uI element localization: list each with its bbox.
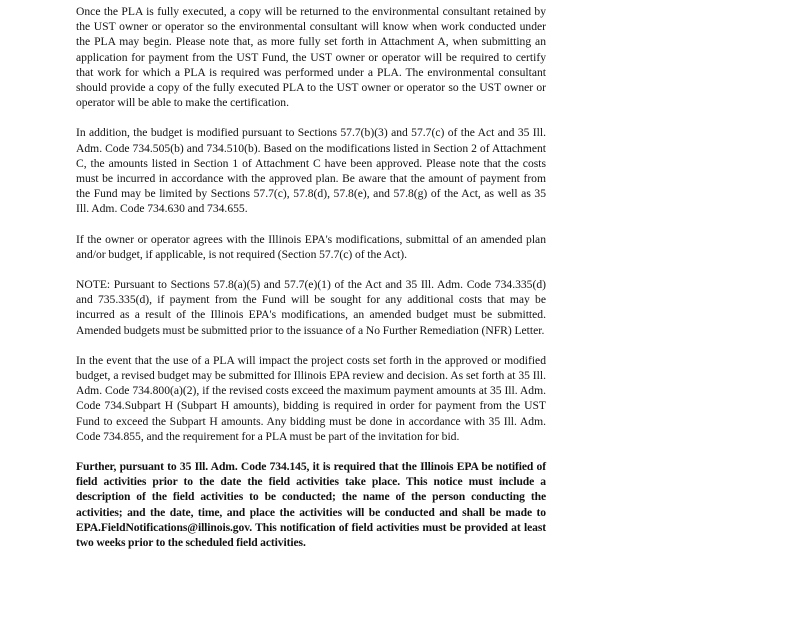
document-body: [76, 4, 546, 565]
paragraph-note: NOTE: Pursuant to Sections 57.8(a)(5) and 57.7(e)(1) of the Act and 35 Ill. Adm. Code 734.335(d) and 735.335(d), if payment from the Fund will be sought for any additional costs that may be incurred as a result of the Illinois EPA's modifications, an amended budget must be submitted. Amended budgets must be submitted prior to the issuance of a No Further Remediation (NFR) Letter.: [76, 278, 546, 337]
paragraph-revised-budget: In the event that the use of a PLA will impact the project costs set forth in the approved or modified budget, a revised budget may be submitted for Illinois EPA review and decision. As set forth at 35 Ill. Adm. Code 734.800(a)(2), if the revised costs exceed the maximum payment amounts at 35 Ill. Adm. Code 734.Subpart H (Subpart H amounts), bidding is required in order for payment from the UST Fund to exceed the Subpart H amounts. Any bidding must be done in accordance with 35 Ill. Adm. Code 734.855, and the requirement for a PLA must be part of the invitation for bid.: [76, 353, 546, 443]
paragraph-budget-modified: In addition, the budget is modified pursuant to Sections 57.7(b)(3) and 57.7(c) of the Act and 35 Ill. Adm. Code 734.505(b) and 734.510(b). Based on the modifications listed in Section 2 of Attachment C, the amounts listed in Section 1 of Attachment C have been approved. Please note that the costs must be incurred in accordance with the approved plan. Be aware that the amount of payment from the Fund may be limited by Sections 57.7(c), 57.8(d), 57.8(e), and 57.8(g) of the Act, as well as 35 Ill. Adm. Code 734.630 and 734.655.: [76, 126, 546, 216]
paragraph-owner-agrees: If the owner or operator agrees with the Illinois EPA's modifications, submittal of an amended plan and/or budget, if applicable, is not required (Section 57.7(c) of the Act).: [76, 232, 546, 261]
paragraph-pla-returned: Once the PLA is fully executed, a copy will be returned to the environmental consultant retained by the UST owner or operator so the environmental consultant will know when work conducted under the PLA may begin. Please note that, as more fully set forth in Attachment A, when submitting an application for payment from the UST Fund, the UST owner or operator will be required to certify that work for which a PLA is required was performed under a PLA. The environmental consultant should provide a copy of the fully executed PLA to the UST owner or operator so the UST owner or operator will be able to make the certification.: [76, 5, 546, 110]
paragraph-field-notification: Further, pursuant to 35 Ill. Adm. Code 734.145, it is required that the Illinois EPA be notified of field activities prior to the date the field activities take place. This notice must include a description of the field activities to be conducted; the name of the person conducting the activities; and the date, time, and place the activities will be conducted and shall be made to EPA.FieldNotifications@illinois.gov. This notification of field activities must be provided at least two weeks prior to the scheduled field activities.: [76, 460, 546, 550]
